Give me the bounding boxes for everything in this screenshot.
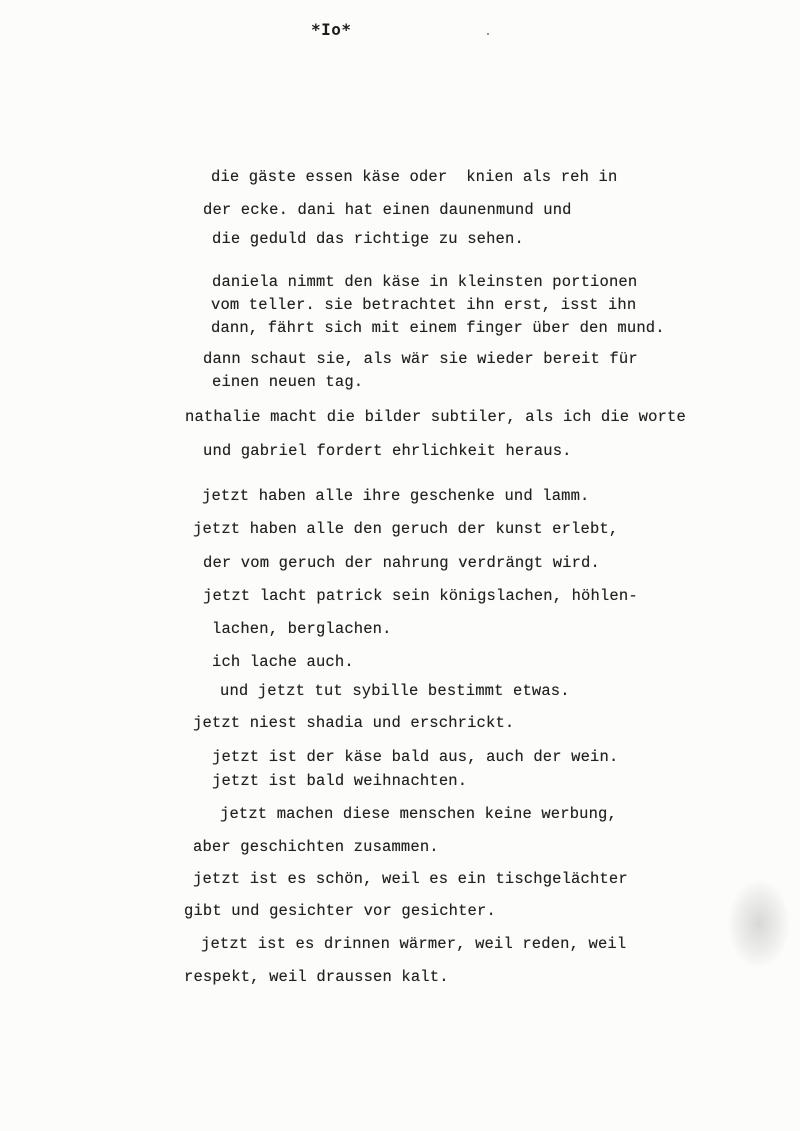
- text-line: gibt und gesichter vor gesichter.: [184, 902, 496, 920]
- text-line: jetzt haben alle den geruch der kunst erlebt,: [193, 520, 619, 538]
- text-line: jetzt ist der käse bald aus, auch der wein.: [212, 748, 619, 766]
- text-line: jetzt niest shadia und erschrickt.: [193, 714, 515, 732]
- ink-speck: [487, 33, 489, 35]
- text-line: daniela nimmt den käse in kleinsten portionen: [212, 273, 638, 291]
- text-line: der ecke. dani hat einen daunenmund und: [203, 201, 572, 219]
- text-line: einen neuen tag.: [212, 373, 364, 391]
- text-line: die gäste essen käse oder knien als reh in: [211, 168, 618, 186]
- text-line: nathalie macht die bilder subtiler, als ich die worte: [185, 408, 686, 426]
- text-line: der vom geruch der nahrung verdrängt wird.: [203, 554, 600, 572]
- text-line: dann schaut sie, als wär sie wieder bereit für: [203, 350, 638, 368]
- text-line: lachen, berglachen.: [212, 620, 392, 638]
- text-line: ich lache auch.: [212, 653, 354, 671]
- page-number: *Io*: [311, 20, 352, 39]
- paper-smudge: [728, 880, 790, 968]
- text-line: jetzt haben alle ihre geschenke und lamm.: [202, 487, 590, 505]
- text-line: jetzt ist bald weihnachten.: [212, 772, 468, 790]
- text-line: jetzt ist es drinnen wärmer, weil reden, weil: [201, 935, 627, 953]
- text-line: aber geschichten zusammen.: [193, 838, 439, 856]
- text-line: vom teller. sie betrachtet ihn erst, isst ihn: [211, 296, 637, 314]
- text-line: jetzt lacht patrick sein königslachen, höhlen-: [203, 587, 638, 605]
- text-line: und gabriel fordert ehrlichkeit heraus.: [203, 442, 572, 460]
- text-line: dann, fährt sich mit einem finger über den mund.: [211, 319, 665, 337]
- text-line: und jetzt tut sybille bestimmt etwas.: [220, 682, 570, 700]
- text-line: jetzt ist es schön, weil es ein tischgelächter: [193, 870, 628, 888]
- text-line: respekt, weil draussen kalt.: [184, 968, 449, 986]
- text-line: jetzt machen diese menschen keine werbung,: [220, 805, 617, 823]
- text-line: die geduld das richtige zu sehen.: [212, 230, 524, 248]
